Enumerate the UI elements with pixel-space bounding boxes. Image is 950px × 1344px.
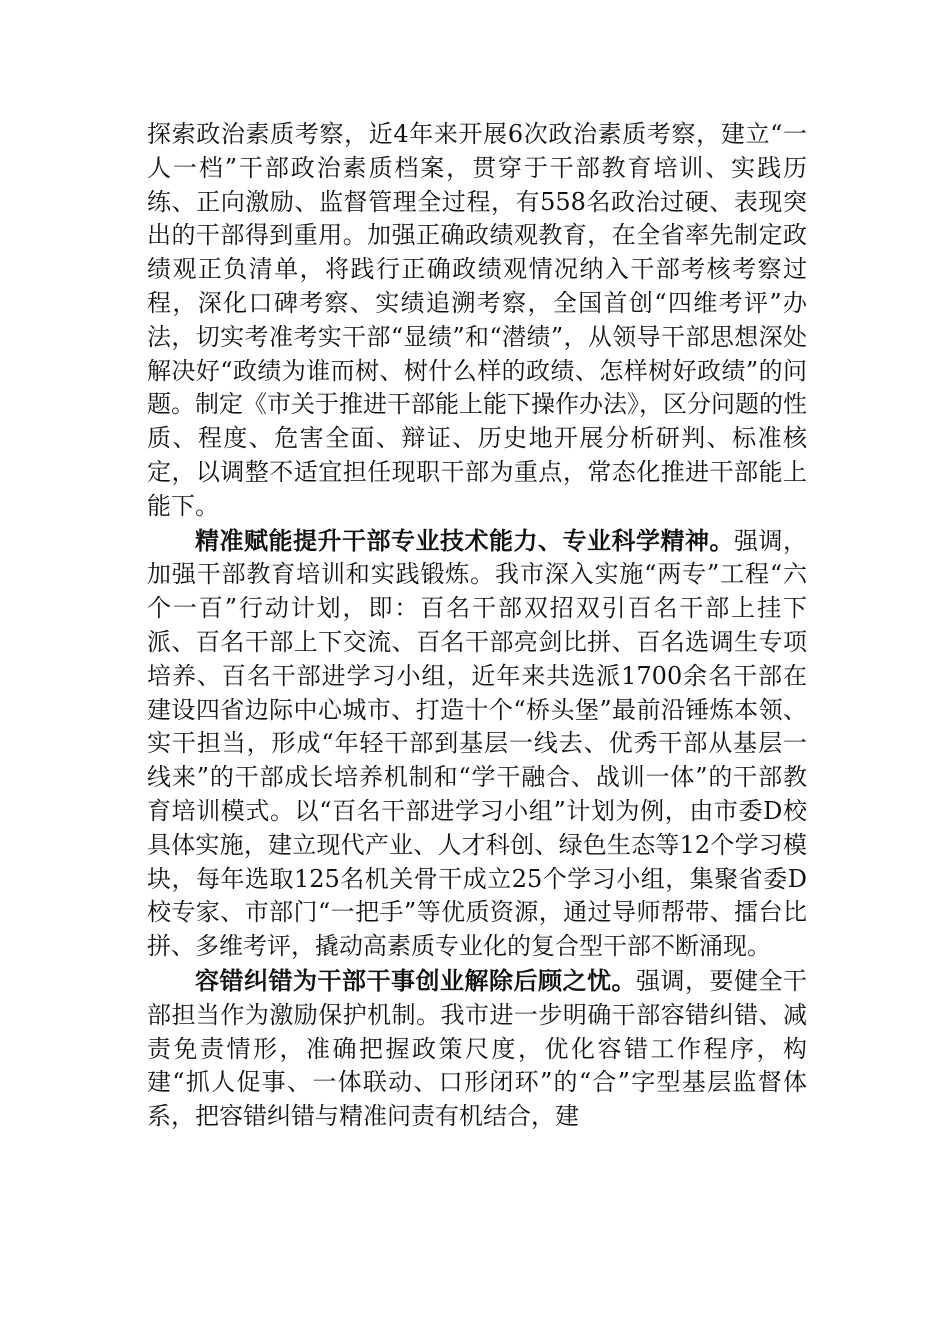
paragraph-error-tolerance — [147, 964, 807, 1134]
paragraph-body: 探索政治素质考察，近4年来开展6次政治素质考察，建立“一人一档”干部政治素质档案，贯穿于干部教育培训、实践历练、正向激励、监督管理全过程，有558名政治过硬、表现突出的干部得到重用。加强正确政绩观教育，在全省率先制定政绩观正负清单，将践行正确政绩观情况纳入干部考核考察过程，深化口碑考察、实绩追溯考察，全国首创“四维考评”办法，切实考准考实干部“显绩”和“潜绩”，从领导干部思想深处解决好“政绩为谁而树、树什么样的政绩、怎样树好政绩”的问题。制定《市关于推进干部能上能下操作办法》，区分问题的性质、程度、危害全面、辩证、历史地开展分析研判、标准核定，以调整不适宜担任现职干部为重点，常态化推进干部能上能下。 — [147, 120, 807, 520]
paragraph-heading: 容错纠错为干部干事创业解除后顾之忧。 — [195, 965, 636, 995]
paragraph-empowerment — [147, 524, 807, 964]
paragraph-body: 强调，要健全干部担当作为激励保护机制。我市进一步明确干部容错纠错、减责免责情形，准确把握政策尺度，优化容错工作程序，构建“抓人促事、一体联动、口形闭环”的“合”字型基层监督体系，把容错纠错与精准问责有机结合，建 — [147, 966, 807, 1131]
paragraph-political-quality — [147, 118, 807, 524]
paragraph-body: 强调，加强干部教育培训和实践锻炼。我市深入实施“两专”工程“六个一百”行动计划，即：百名干部双招双引百名干部上挂下派、百名干部上下交流、百名干部亮剑比拼、百名选调生专项培养、百名干部进学习小组，近年来共选派1700余名干部在建设四省边际中心城市、打造十个“桥头堡”最前沿锤炼本领、实干担当，形成“年轻干部到基层一线去、优秀干部从基层一线来”的干部成长培养机制和“学干融合、战训一体”的干部教育培训模式。以“百名干部进学习小组”计划为例，由市委D校具体实施，建立现代产业、人才科创、绿色生态等12个学习模块，每年选取125名机关骨干成立25个学习小组，集聚省委D校专家、市部门“一把手”等优质资源，通过导师帮带、擂台比拼、多维考评，撬动高素质专业化的复合型干部不断涌现。 — [147, 526, 807, 961]
document-page — [147, 118, 807, 1134]
paragraph-heading: 精准赋能提升干部专业技术能力、专业科学精神。 — [195, 525, 734, 555]
